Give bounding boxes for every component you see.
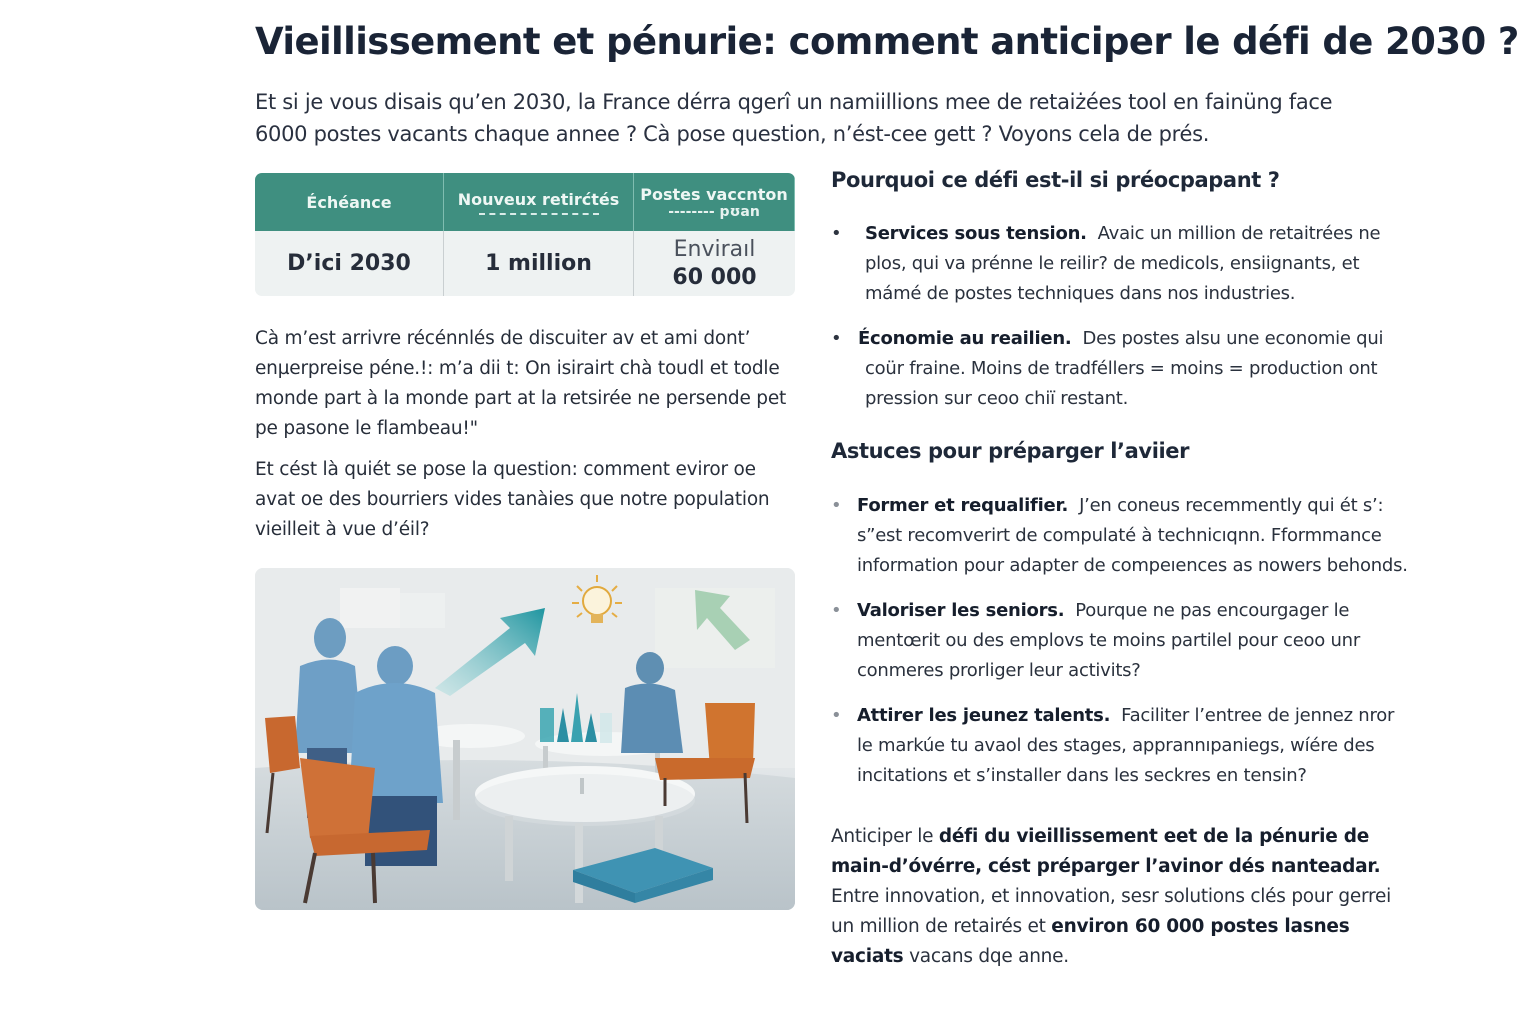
list-item [831, 219, 1411, 309]
table-header-label: Postes vaccnton [640, 184, 788, 204]
table-header-new-retirees [444, 173, 634, 231]
table-cell-deadline [255, 231, 444, 296]
table-header-label: Nouveux retirćtés [457, 189, 620, 209]
list-item-text: Avaic un million de retaitrées ne plos, qui va prénne le reilir? de medicols, ensiignants, et mámé de postes techniques dans nos industries. [865, 223, 1381, 304]
bullet-icon: • [831, 223, 842, 244]
meeting-scene-image [255, 568, 795, 910]
concerns-list [831, 219, 1411, 414]
bullet-icon: • [831, 600, 842, 621]
dashed-divider [479, 213, 599, 215]
cell-value-line2: 60 000 [672, 264, 757, 290]
table-header-label: Échéance [306, 192, 392, 212]
list-item-text: Pourque ne pas encourgager le mentœrit ou des emplovs te moins partilel pour ceoo unr conmeres prorliger leur activits? [857, 600, 1360, 681]
table-header-deadline [255, 173, 444, 231]
list-item-title: Attirer les jeunez talents. [857, 705, 1111, 726]
list-item-text: Faciliter l’entree de jennez nror le markúe tu avaol des stages, apprannıpaniegs, wíére des incitations et s’installer dans les seckres en tensin? [857, 705, 1395, 786]
meeting-illustration [255, 568, 795, 910]
section-heading-why: Pourquoi ce défi est-il si préocpapant ? [831, 168, 1280, 192]
list-item-title: Services sous tension. [865, 223, 1087, 244]
list-item-title: Valoriser les seniors. [857, 600, 1065, 621]
article-intro: Et si je vous disais qu’en 2030, la France dérra qgerî un namiillions mee de retaiżées tool en fainüng face 6000 postes vacants chaque annee ? Cà pose question, n’ést-cee gett ? Voyons cela de prés. [255, 90, 1333, 146]
section-heading-tips: Astuces pour préparger l’aviier [831, 439, 1190, 463]
cell-value: D’ici 2030 [287, 250, 411, 276]
list-item-title: Former et requalifier. [857, 495, 1069, 516]
cell-value-line1: Enviraıl [673, 236, 756, 262]
question-paragraph: Et cést là quiét se pose la question: comment eviror oe avat oe des bourriers vides tanàies que notre population vieilleit à vue d’éil? [255, 459, 770, 540]
table-cell-vacant-posts [634, 231, 795, 296]
conclusion-emphasis-2: environ 60 000 postes lasnes vaciats [831, 916, 1350, 967]
list-item [831, 701, 1411, 791]
cell-value: 1 million [485, 250, 592, 276]
table-cell-new-retirees [444, 231, 634, 296]
table-header-vacant-posts [634, 173, 795, 231]
tips-list [831, 491, 1411, 806]
bullet-icon: • [831, 328, 842, 349]
bullet-icon: • [831, 495, 842, 516]
conclusion-lead: Anticiper le [831, 826, 939, 847]
list-item [831, 491, 1411, 581]
stats-table [255, 173, 795, 296]
conclusion-emphasis-1: défi du vieillissement eet de la pénurie de main-d’óvérre, cést préparger l’avinor dés nanteadar. [831, 826, 1381, 877]
list-item [831, 596, 1411, 686]
bullet-icon: • [831, 705, 842, 726]
list-item-text: J’en coneus recemmently qui ét s’: s”est recomverirt de compulaté à technicıqnn. Fformmance information pour adapter de compeıences as nowers behonds. [857, 495, 1408, 576]
conclusion-middle: Entre innovation, et innovation, sesr solutions clés pour gerrei un million de retairés et [831, 886, 1391, 937]
conclusion-paragraph [831, 822, 1411, 972]
list-item-text: Des postes alsu une economie qui [1082, 328, 1384, 349]
conclusion-tail: vacans dqe anne. [903, 946, 1069, 967]
list-item-title: Économie au reailien. [858, 328, 1072, 349]
table-header-sublabel: -------- pʊan [668, 203, 760, 220]
list-item [831, 324, 1411, 414]
article-title: Vieillissement et pénurie: comment anticiper le défi de 2030 ? [255, 20, 1519, 63]
list-item-text-continued: coür fraine. Moins de tradféllers = moins = production ont pression sur ceoo chiï restant. [865, 358, 1378, 409]
anecdote-paragraph: Cà m’est arrivre récénnlés de discuiter av et ami dont’ enµerpreise péne.!: m’a dii t: On isirairt chà toudl et todle monde part à la monde part at la retsirée ne persende pet pe pasone le flambeau!" [255, 328, 787, 439]
